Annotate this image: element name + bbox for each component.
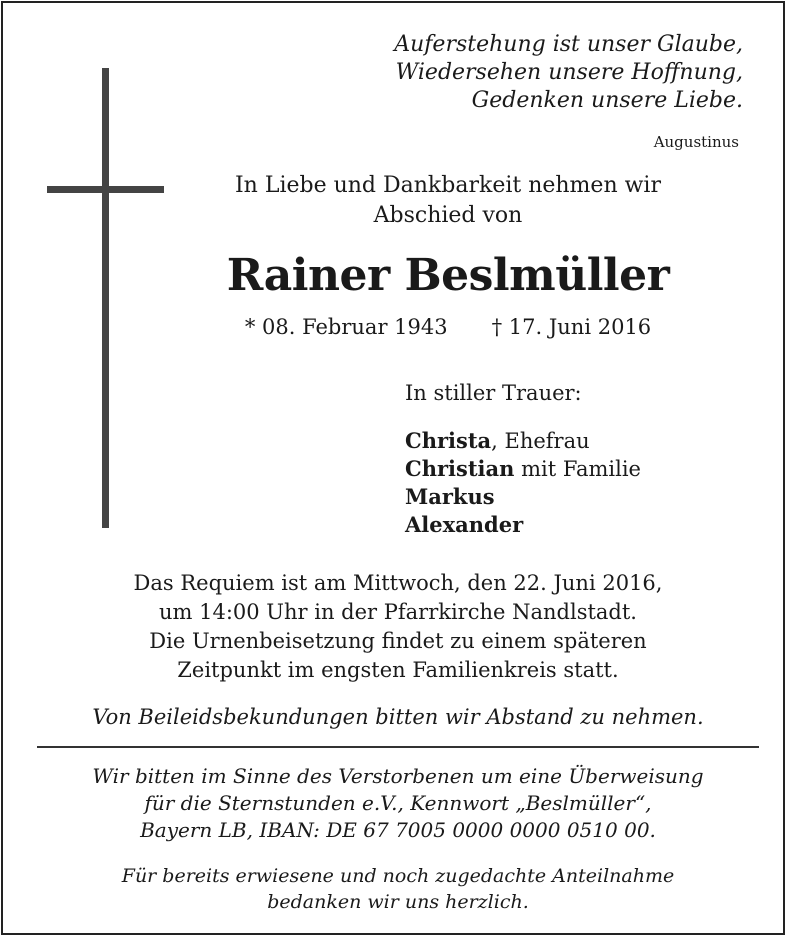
birth-date: * 08. Februar 1943 — [244, 315, 448, 339]
mourner-name: Christa — [405, 428, 492, 453]
quote-line: Gedenken unsere Liebe. — [471, 88, 743, 113]
mourner-name: Markus — [405, 484, 495, 509]
requiem-line: Die Urnenbeisetzung findet zu einem späteren — [149, 629, 647, 653]
intro-text — [153, 171, 743, 231]
thanks-line: Für bereits erwiesene und noch zugedachte Anteilnahme — [121, 865, 675, 887]
donation-line: Bayern LB, IBAN: DE 67 7005 0000 0000 0510 00. — [140, 818, 656, 842]
donation-line: für die Sternstunden e.V., Kennwort „Beslmüller“, — [144, 791, 652, 815]
mourner-relation: mit Familie — [514, 457, 641, 481]
mourners-list — [405, 427, 641, 539]
requiem-info — [23, 569, 773, 685]
cross-horizontal-bar — [47, 186, 164, 193]
quote-author: Augustinus — [653, 133, 739, 151]
mourner — [405, 427, 641, 455]
mourner-relation: , Ehefrau — [491, 429, 590, 453]
cross-vertical-bar — [102, 68, 109, 528]
mourner-name: Christian — [405, 456, 515, 481]
requiem-line: um 14:00 Uhr in der Pfarrkirche Nandlstadt. — [159, 600, 637, 624]
divider — [37, 746, 759, 748]
donation-line: Wir bitten im Sinne des Verstorbenen um eine Überweisung — [92, 764, 704, 788]
mourner-name: Alexander — [405, 512, 524, 537]
condolence-request: Von Beileidsbekundungen bitten wir Abstand zu nehmen. — [92, 705, 704, 729]
death-date: † 17. Juni 2016 — [491, 315, 652, 339]
quote — [394, 31, 743, 115]
mourning-title: In stiller Trauer: — [405, 381, 582, 405]
mourner — [405, 455, 641, 483]
thanks-note — [23, 863, 773, 915]
intro-line: In Liebe und Dankbarkeit nehmen wir — [234, 173, 661, 198]
thanks-line: bedanken wir uns herzlich. — [267, 891, 529, 913]
obituary-notice — [1, 1, 785, 935]
requiem-line: Zeitpunkt im engsten Familienkreis statt. — [177, 658, 619, 682]
intro-line: Abschied von — [373, 203, 523, 228]
requiem-line: Das Requiem ist am Mittwoch, den 22. Juni 2016, — [133, 571, 663, 595]
donation-request — [23, 763, 773, 844]
life-dates — [153, 313, 743, 341]
mourner — [405, 511, 641, 539]
quote-line: Auferstehung ist unser Glaube, — [394, 32, 743, 57]
mourner — [405, 483, 641, 511]
quote-line: Wiedersehen unsere Hoffnung, — [395, 60, 743, 85]
deceased-name: Rainer Beslmüller — [226, 250, 670, 301]
